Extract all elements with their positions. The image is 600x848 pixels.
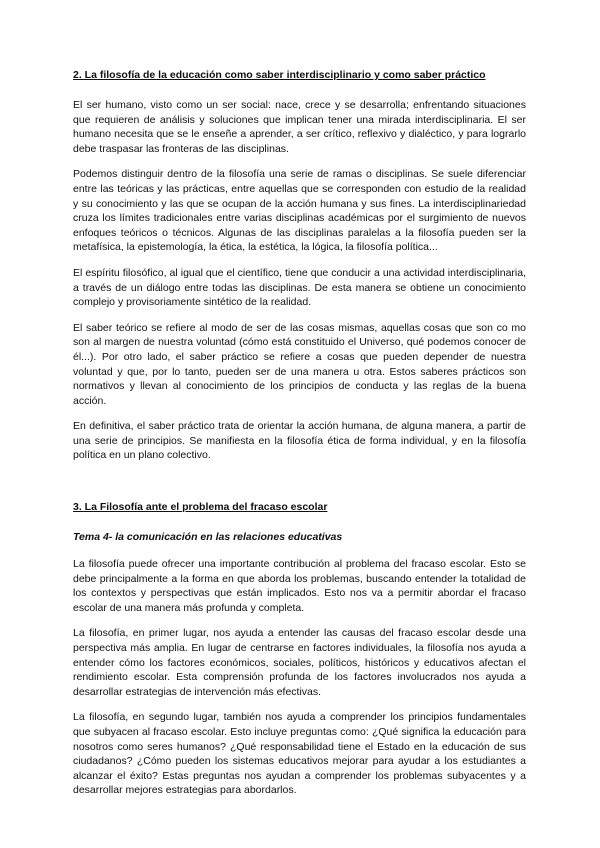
section-3-paragraph: La filosofía, en segundo lugar, también nos ayuda a comprender los principios fundamentales que subyacen al fracaso escolar. Esto incluye preguntas como: ¿Qué significa la educación para nosotros como seres humanos? ¿Qué responsabilidad tiene el Estado en la educación de sus ciudadanos? ¿Cómo pueden los sistemas educativos mejorar para ayudar a los estudiantes a alcanzar el éxito? Estas preguntas nos ayudan a comprender los problemas subyacentes y a desarrollar mejores estrategias para abordarlos.	[73, 711, 526, 797]
section-3-paragraph: La filosofía puede ofrecer una importante contribución al problema del fracaso escolar. Esto se debe principalmente a la forma en que aborda los problemas, buscando entender la totalidad de los contextos y perspectivas que están implicados. Esto nos va a permitir abordar el fracaso escolar de una manera más profunda y completa.	[73, 558, 526, 614]
section-3-paragraph: La filosofía, en primer lugar, nos ayuda a entender las causas del fracaso escolar desde una perspectiva más amplia. En lugar de centrarse en factores individuales, la filosofía nos ayuda a entender cómo los factores económicos, sociales, políticos, históricos y educativos afectan el rendimiento escolar. Esta comprensión profunda de los factores involucrados nos ayuda a desarrollar estrategias de intervención más efectivas.	[73, 627, 526, 698]
section-3-heading: 3. La Filosofía ante el problema del fracaso escolar	[73, 501, 328, 514]
section-2-paragraph: El espíritu filosófico, al igual que el científico, tiene que conducir a una actividad interdisciplinaria, a través de un diálogo entre todas las disciplinas. De esta manera se obtiene un conocimiento complejo y provisoriamente sintético de la realidad.	[73, 266, 526, 309]
section-3-subheading: Tema 4- la comunicación en las relaciones educativas	[73, 531, 343, 544]
section-2-paragraph: En definitiva, el saber práctico trata de orientar la acción humana, de alguna manera, a partir de una serie de principios. Se manifiesta en la filosofía ética de forma individual, y en la filosofía política en un plano colectivo.	[73, 420, 526, 462]
section-2-paragraph: El saber teórico se refiere al modo de ser de las cosas mismas, aquellas cosas que son co mo son al margen de nuestra voluntad (cómo está constituido el Universo, qué podemos conocer de él...). Por otro lado, el saber práctico se refiere a cosas que pueden depender de nuestra voluntad y que, por lo tanto, pueden ser de una manera u otra. Estos saberes prácticos son normativos y llevan al conocimiento de los principios de conducta y las reglas de la buena acción.	[73, 321, 526, 407]
document-body	[73, 68, 526, 809]
section-2-paragraph: Podemos distinguir dentro de la filosofía una serie de ramas o disciplinas. Se suele diferenciar entre las teóricas y las prácticas, entre aquellas que se corresponden con estudio de la realidad y su conocimiento y las que se ocupan de la acción humana y sus fines. La interdisciplinariedad cruza los límites tradicionales entre varias disciplinas académicas por el surgimiento de nuevos enfoques teóricos o técnicos. Algunas de las disciplinas paralelas a la filosofía pueden ser la metafísica, la epistemología, la ética, la estética, la lógica, la filosofía política...	[73, 168, 526, 254]
section-2-heading: 2. La filosofía de la educación como saber interdisciplinario y como saber práctico	[73, 69, 486, 81]
section-2-paragraph: El ser humano, visto como un ser social: nace, crece y se desarrolla; enfrentando situaciones que requieren de análisis y soluciones que implican tener una mirada interdisciplinaria. El ser humano necesita que se le enseñe a aprender, a ser crítico, reflexivo y dialéctico, y para lograrlo debe traspasar las fronteras de las disciplinas.	[73, 99, 526, 155]
section-spacer	[73, 474, 526, 500]
